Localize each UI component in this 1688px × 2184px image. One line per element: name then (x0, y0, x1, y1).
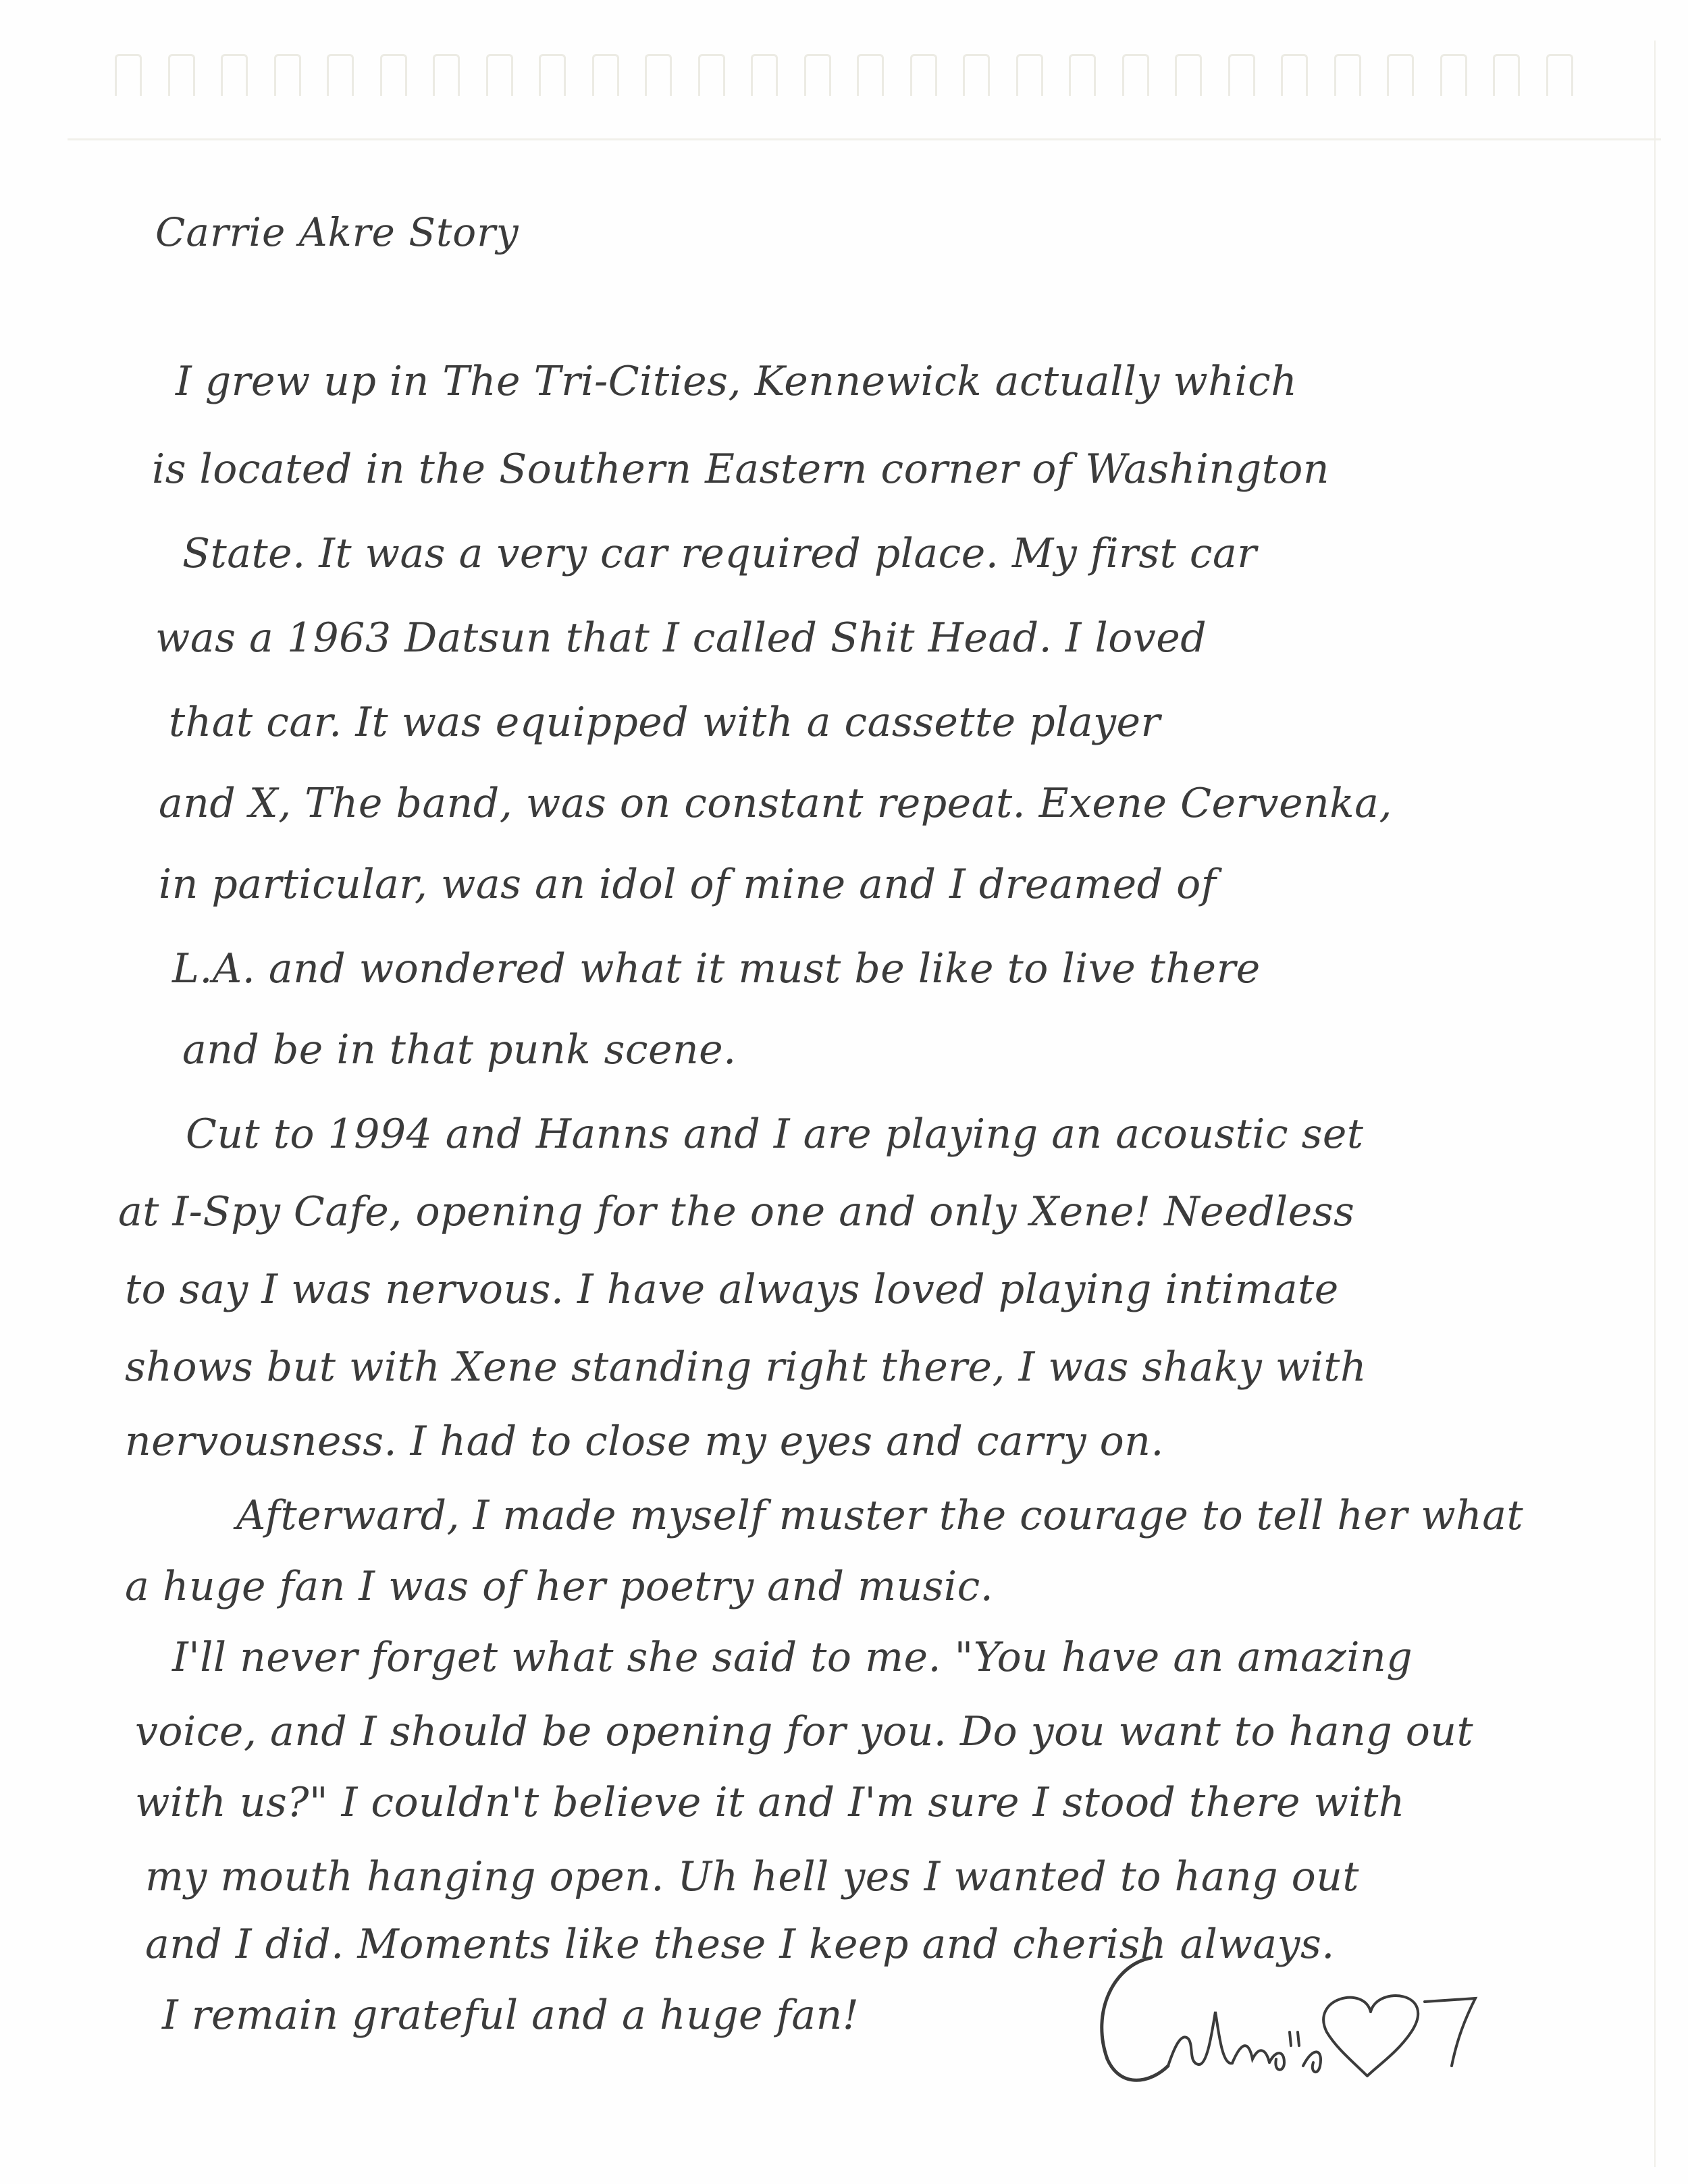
letter-line: is located in the Southern Eastern corner of Washington (152, 446, 1329, 493)
letter-line: my mouth hanging open. Uh hell yes I wanted to hang out (145, 1853, 1359, 1900)
signature-with-heart (1087, 1931, 1506, 2093)
letter-line: L.A. and wondered what it must be like to live there (172, 945, 1261, 992)
letter-title: Carrie Akre Story (155, 209, 519, 255)
letter-line: I remain grateful and a huge fan! (162, 1992, 860, 2039)
letter-line: nervousness. I had to close my eyes and carry on. (125, 1418, 1165, 1465)
letter-line: at I-Spy Cafe, opening for the one and only Xene! Needless (118, 1188, 1355, 1235)
letter-line: in particular, was an idol of mine and I dreamed of (159, 861, 1217, 908)
letter-line: and X, The band, was on constant repeat. Exene Cervenka, (159, 780, 1392, 827)
letter-line: that car. It was equipped with a cassette player (169, 699, 1161, 746)
letter-line: and I did. Moments like these I keep and cherish always. (145, 1921, 1335, 1968)
letter-line: a huge fan I was of her poetry and music. (125, 1563, 994, 1610)
letter-line: I'll never forget what she said to me. "You have an amazing (172, 1634, 1413, 1681)
letter-line: voice, and I should be opening for you. Do you want to hang out (135, 1708, 1474, 1755)
letter-line: was a 1963 Datsun that I called Shit Head. I loved (155, 614, 1207, 662)
letter-line: with us?" I couldn't believe it and I'm sure I stood there with (135, 1779, 1405, 1826)
letter-line: I grew up in The Tri-Cities, Kennewick actually which (176, 358, 1298, 405)
letter-line: to say I was nervous. I have always loved playing intimate (125, 1266, 1339, 1313)
letter-line: and be in that punk scene. (182, 1026, 737, 1073)
letter-line: Afterward, I made myself muster the courage to tell her what (236, 1492, 1524, 1539)
letter-line: State. It was a very car required place. My first car (182, 530, 1257, 577)
letter-line: shows but with Xene standing right there, I was shaky with (125, 1343, 1367, 1391)
letter-line: Cut to 1994 and Hanns and I are playing an acoustic set (186, 1111, 1364, 1158)
